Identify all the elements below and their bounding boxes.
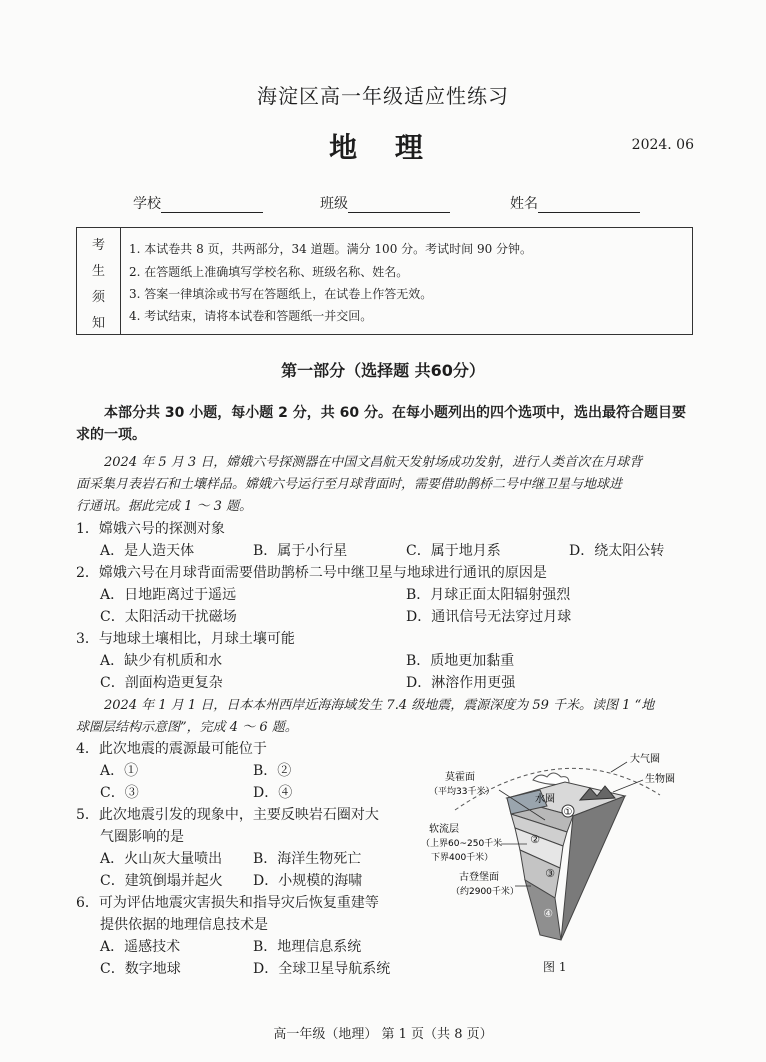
q3-option-c[interactable]: C．剖面构造更复杂 xyxy=(100,675,223,691)
q2-option-d[interactable]: D．通讯信号无法穿过月球 xyxy=(406,609,572,625)
q5-option-a[interactable]: A．火山灰大量喷出 xyxy=(100,851,223,867)
q6-option-a[interactable]: A．遥感技术 xyxy=(100,939,181,955)
exam-title: 海淀区高一年级适应性练习 xyxy=(257,84,509,108)
q5-option-b[interactable]: B．海洋生物死亡 xyxy=(253,851,362,867)
passage-line: 球圈层结构示意图”，完成 4 ～ 6 题。 xyxy=(76,720,298,735)
notice-item: 3. 答案一律填涂或书写在答题纸上，在试卷上作答无效。 xyxy=(129,287,433,301)
label-moho: 莫霍面 xyxy=(445,772,475,783)
school-label: 学校 xyxy=(133,196,161,212)
passage-line: 面采集月表岩石和土壤样品。嫦娥六号运行至月球背面时，需要借助鹊桥二号中继卫星与地球进 xyxy=(76,477,623,492)
q3-option-d[interactable]: D．淋溶作用更强 xyxy=(406,675,516,691)
question-3-stem: 3．与地球土壤相比，月球土壤可能 xyxy=(76,631,295,647)
school-field[interactable] xyxy=(133,193,263,213)
label-asth-upper: （上界60~250千米 xyxy=(421,839,503,849)
q1-option-c[interactable]: C．属于地月系 xyxy=(406,543,501,559)
q4-option-b[interactable]: B．② xyxy=(253,763,292,779)
question-6-stem-cont: 提供依据的地理信息技术是 xyxy=(100,917,268,933)
figure-caption: 图 1 xyxy=(543,960,567,974)
label-moho-depth: （平均33千米） xyxy=(429,787,495,797)
page-footer: 高一年级（地理） 第 1 页（共 8 页） xyxy=(273,1027,493,1042)
earth-layers-diagram xyxy=(415,740,715,980)
notice-item: 1. 本试卷共 8 页，共两部分，34 道题。满分 100 分。考试时间 90 分钟。 xyxy=(129,242,533,256)
q2-option-c[interactable]: C．太阳活动干扰磁场 xyxy=(100,609,237,625)
q4-option-c[interactable]: C．③ xyxy=(100,785,139,801)
class-field[interactable] xyxy=(320,193,450,213)
label-atmosphere: 大气圈 xyxy=(630,754,660,765)
label-n2: ② xyxy=(530,833,540,846)
q5-option-c[interactable]: C．建筑倒塌并起火 xyxy=(100,873,223,889)
label-biosphere: 生物圈 xyxy=(645,774,675,785)
passage-line: 2024 年 1 月 1 日，日本本州西岸近海海域发生 7.4 级地震，震源深度为 59 千米。读图 1 “地 xyxy=(104,698,655,713)
q6-option-b[interactable]: B．地理信息系统 xyxy=(253,939,362,955)
section-heading: 第一部分（选择题 共60分） xyxy=(281,361,485,380)
label-n4: ④ xyxy=(543,907,553,920)
passage-line: 行通讯。据此完成 1 ～ 3 题。 xyxy=(76,499,253,514)
notice-label: 考 生 须 知 xyxy=(77,228,121,334)
q6-option-d[interactable]: D．全球卫星导航系统 xyxy=(253,961,391,977)
q3-option-a[interactable]: A．缺少有机质和水 xyxy=(100,653,223,669)
label-hydrosphere: 水圈 xyxy=(535,794,555,805)
q4-option-a[interactable]: A．① xyxy=(100,763,139,779)
notice-item: 2. 在答题纸上准确填写学校名称、班级名称、姓名。 xyxy=(129,265,409,279)
question-5-stem: 5．此次地震引发的现象中，主要反映岩石圈对大 xyxy=(76,807,379,823)
q4-option-d[interactable]: D．④ xyxy=(253,785,293,801)
exam-notice-box xyxy=(76,227,693,335)
section-instruction: 本部分共 30 小题，每小题 2 分，共 60 分。在每小题列出的四个选项中，选出最符合题目要求的一项。 xyxy=(76,405,686,443)
question-2-stem: 2．嫦娥六号在月球背面需要借助鹊桥二号中继卫星与地球进行通讯的原因是 xyxy=(76,565,547,581)
notice-item: 4. 考试结束，请将本试卷和答题纸一并交回。 xyxy=(129,309,373,323)
question-4-stem: 4．此次地震的震源最可能位于 xyxy=(76,741,267,757)
label-n3: ③ xyxy=(545,867,555,880)
q5-option-d[interactable]: D．小规模的海啸 xyxy=(253,873,363,889)
q2-option-b[interactable]: B．月球正面太阳辐射强烈 xyxy=(406,587,571,603)
class-label: 班级 xyxy=(320,196,348,212)
name-label: 姓名 xyxy=(510,196,538,212)
q1-option-d[interactable]: D．绕太阳公转 xyxy=(569,543,665,559)
question-5-stem-cont: 气圈影响的是 xyxy=(100,829,184,845)
label-gutenberg: 古登堡面 xyxy=(459,872,499,883)
name-field[interactable] xyxy=(510,193,640,213)
q1-option-a[interactable]: A．是人造天体 xyxy=(100,543,195,559)
question-6-stem: 6．可为评估地震灾害损失和指导灾后恢复重建等 xyxy=(76,895,379,911)
question-1-stem: 1．嫦娥六号的探测对象 xyxy=(76,521,225,537)
exam-date: 2024. 06 xyxy=(631,137,694,153)
q1-option-b[interactable]: B．属于小行星 xyxy=(253,543,348,559)
label-gutenberg-depth: （约2900千米） xyxy=(451,887,519,897)
q6-option-c[interactable]: C．数字地球 xyxy=(100,961,181,977)
q2-option-a[interactable]: A．日地距离过于遥远 xyxy=(100,587,237,603)
label-n1: ① xyxy=(563,807,573,818)
label-asth-lower: 下界400千米） xyxy=(431,853,494,863)
q3-option-b[interactable]: B．质地更加黏重 xyxy=(406,653,515,669)
earth-layers-figure xyxy=(415,740,715,980)
passage-line: 2024 年 5 月 3 日，嫦娥六号探测器在中国文昌航天发射场成功发射，进行人类首次在月球背 xyxy=(104,455,643,470)
label-asthenosphere: 软流层 xyxy=(429,824,459,835)
subject-title: 地 理 xyxy=(329,131,437,164)
